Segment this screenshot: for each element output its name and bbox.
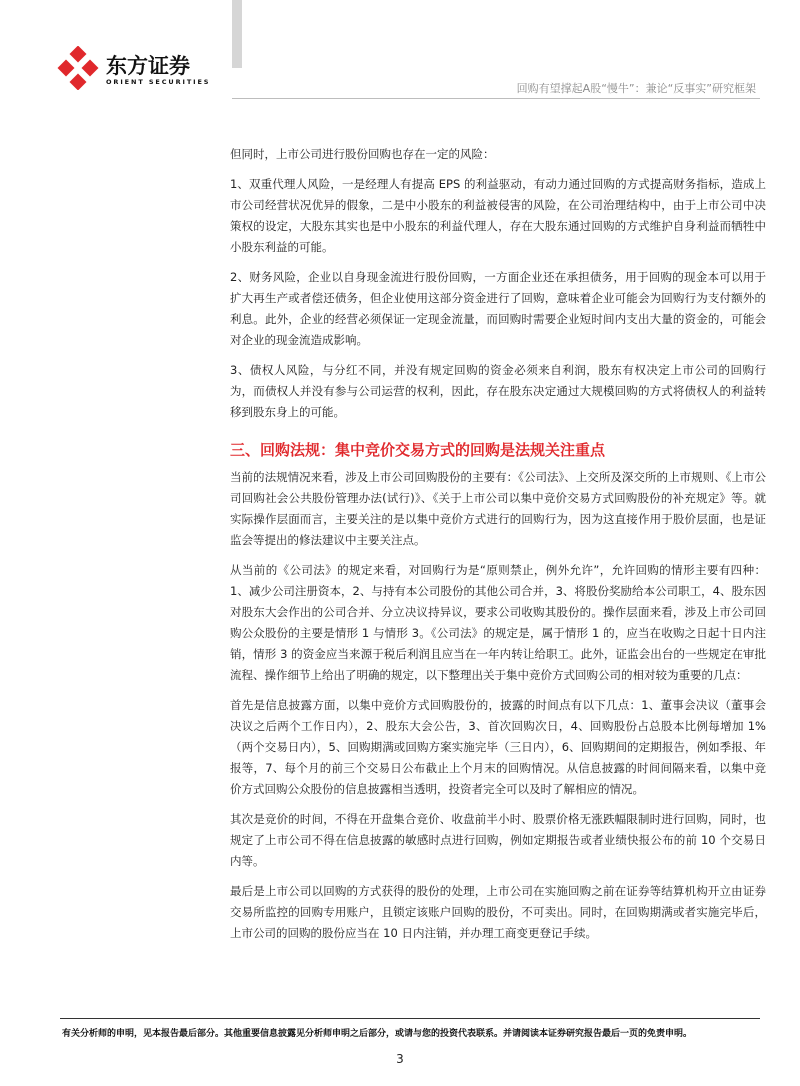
section-heading: 三、回购法规：集中竞价交易方式的回购是法规关注重点	[230, 441, 606, 459]
body-paragraph: 1、双重代理人风险，一是经理人有提高 EPS 的利益驱动，有动力通过回购的方式提高财务指标，造成上市公司经营状况优异的假象，二是中小股东的利益被侵害的风险，在公司治理结构中，由于上市公司中决策权的设定，大股东其实也是中小股东的利益代理人，存在大股东通过回购的方式维护自身利益而牺牲中小股东利益的可能。	[230, 177, 766, 254]
header-divider	[232, 98, 760, 99]
body-paragraph: 但同时，上市公司进行股份回购也存在一定的风险：	[230, 147, 495, 161]
orient-securities-logo-icon	[56, 46, 100, 90]
report-body	[230, 144, 766, 953]
header-gray-bar	[232, 0, 242, 68]
body-paragraph: 当前的法规情况来看，涉及上市公司回购股份的主要有：《公司法》、上交所及深交所的上市规则、《上市公司回购社会公共股份管理办法(试行)》、《关于上市公司以集中竞价交易方式回购股份的补充规定》等。就实际操作层面而言，主要关注的是以集中竞价方式进行的回购行为，因为这直接作用于股价层面，也是证监会等提出的修法建议中主要关注点。	[230, 470, 766, 547]
company-logo	[56, 46, 226, 94]
body-paragraph: 首先是信息披露方面，以集中竞价方式回购股份的，披露的时间点有以下几点：1、董事会决议（董事会决议之后两个工作日内），2、股东大会公告，3、首次回购次日，4、回购股份占总股本比例每增加 1%（两个交易日内），5、回购期满或回购方案实施完毕（三日内），6、回购期间的定期报告，例如季报、年报等，7、每个月的前三个交易日公布截止上个月末的回购情况。从信息披露的时间间隔来看，以集中竞价方式回购公众股份的信息披露相当透明，投资者完全可以及时了解相应的情况。	[230, 698, 766, 796]
page-number: 3	[396, 1052, 404, 1066]
footer-disclaimer: 有关分析师的申明，见本报告最后部分。其他重要信息披露见分析师申明之后部分，或请与您的投资代表联系。并请阅读本证券研究报告最后一页的免责申明。	[62, 1029, 693, 1039]
body-paragraph: 从当前的《公司法》的规定来看，对回购行为是“原则禁止，例外允许”，允许回购的情形主要有四种：1、减少公司注册资本，2、与持有本公司股份的其他公司合并，3、将股份奖励给本公司职工，4、股东因对股东大会作出的公司合并、分立决议持异议，要求公司收购其股份的。操作层面来看，涉及上市公司回购公众股份的主要是情形 1 与情形 3。《公司法》的规定是，属于情形 1 的，应当在收购之日起十日内注销，情形 3 的资金应当来源于税后利润且应当在一年内转让给职工。此外，证监会出台的一些规定在审批流程、操作细节上给出了明确的规定，以下整理出关于集中竞价方式回购公司的相对较为重要的几点：	[230, 563, 766, 682]
logo-chinese-name: 东方证券	[106, 54, 190, 78]
body-paragraph: 其次是竞价的时间，不得在开盘集合竞价、收盘前半小时、股票价格无涨跌幅限制时进行回购，同时，也规定了上市公司不得在信息披露的敏感时点进行回购，例如定期报告或者业绩快报公布的前 10 个交易日内等。	[230, 812, 766, 868]
body-paragraph: 2、财务风险，企业以自身现金流进行股份回购，一方面企业还在承担债务，用于回购的现金本可以用于扩大再生产或者偿还债务，但企业使用这部分资金进行了回购，意味着企业可能会为回购行为支付额外的利息。此外，企业的经营必须保证一定现金流量，而回购时需要企业短时间内支出大量的资金的，可能会对企业的现金流造成影响。	[230, 270, 766, 347]
body-paragraph: 3、债权人风险，与分红不同，并没有规定回购的资金必须来自利润，股东有权决定上市公司的回购行为，而债权人并没有参与公司运营的权利，因此，存在股东决定通过大规模回购的方式将债权人的利益转移到股东身上的可能。	[230, 363, 766, 419]
footer-divider	[60, 1018, 760, 1019]
body-paragraph: 最后是上市公司以回购的方式获得的股份的处理，上市公司在实施回购之前在证券等结算机构开立由证券交易所监控的回购专用账户，且锁定该账户回购的股份，不可卖出。同时，在回购期满或者实施完毕后，上市公司的回购的股份应当在 10 日内注销，并办理工商变更登记手续。	[230, 884, 766, 940]
logo-english-name: ORIENT SECURITIES	[106, 78, 211, 86]
report-title: 回购有望撑起A股“慢牛”：兼论“反事实”研究框架	[516, 82, 756, 95]
